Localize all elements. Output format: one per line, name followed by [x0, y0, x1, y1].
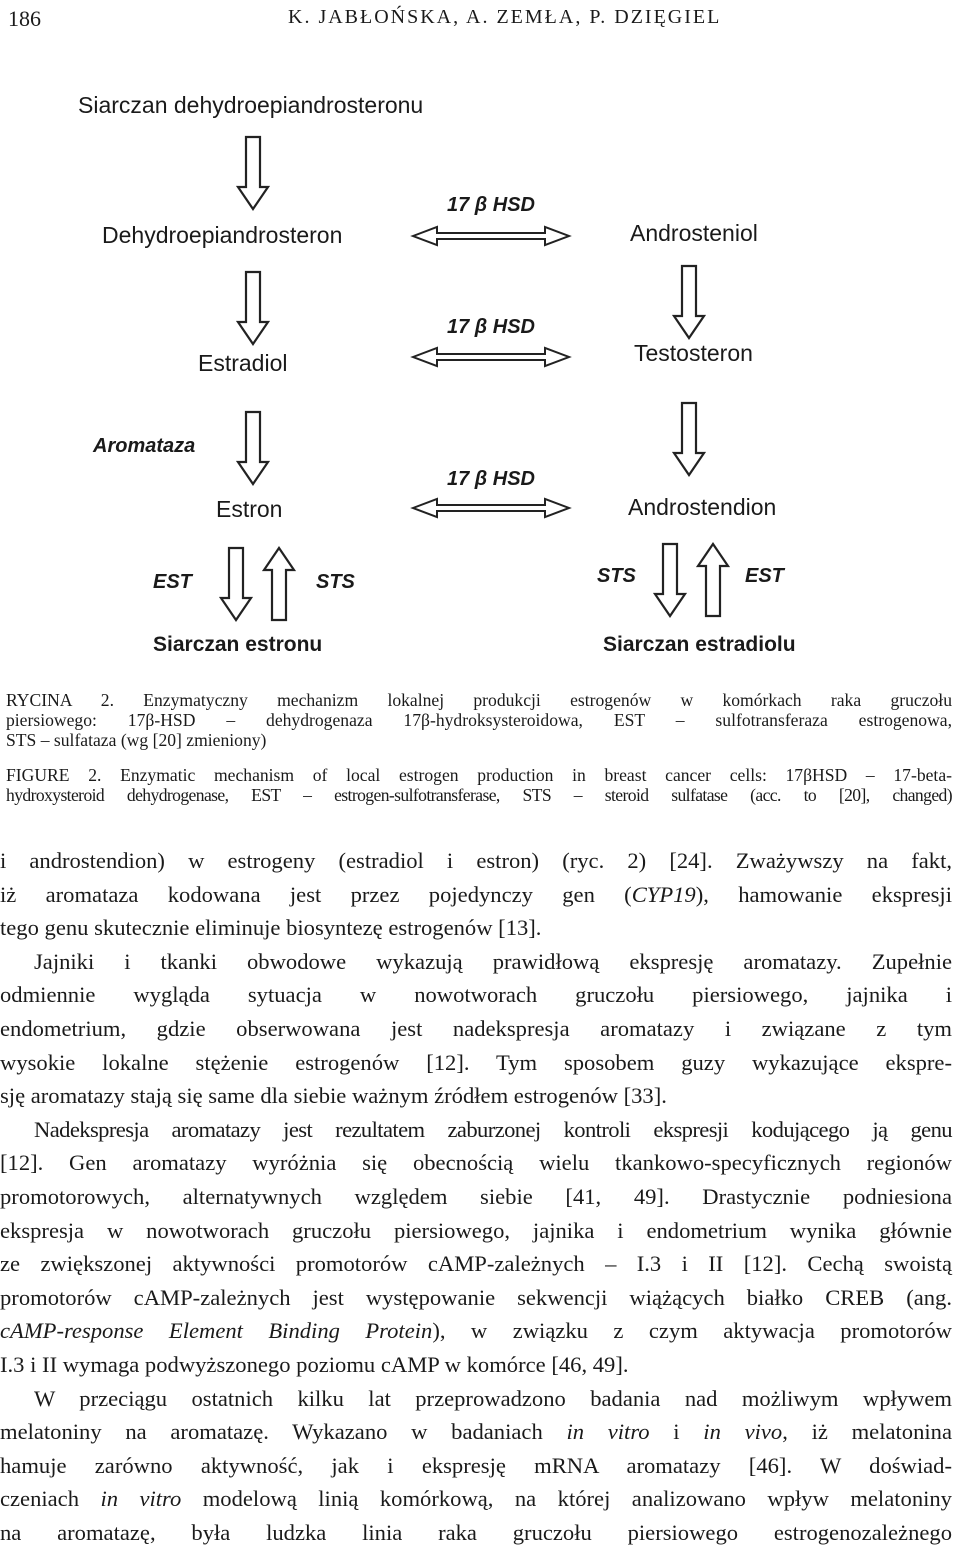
text-line — [0, 1482, 952, 1516]
enzyme-label-aromatase: Aromataza — [93, 435, 195, 458]
term-italic: in vitro — [100, 1486, 181, 1511]
node-androsteniol: Androsteniol — [630, 220, 758, 247]
text-line: W przeciągu ostatnich kilku lat przeprowadzono badania nad możliwym wpływem — [0, 1382, 952, 1416]
enzyme-label-est: EST — [153, 571, 192, 594]
text-line: wysokie lokalne stężenie estrogenów [12]. Tym sposobem guzy wykazujące ekspre- — [0, 1046, 952, 1080]
figure-caption-english — [6, 765, 952, 805]
text-run: ), hamowanie ekspresji — [696, 882, 952, 907]
caption-line: RYCINA 2. Enzymatyczny mechanizm lokalnej produkcji estrogenów w komórkach raka gruczołu — [6, 690, 952, 710]
arrow-down-icon — [674, 266, 704, 338]
enzyme-label-sts: STS — [597, 565, 636, 588]
caption-line: FIGURE 2. Enzymatic mechanism of local estrogen production in breast cancer cells: 17βHSD – 17-beta- — [6, 765, 952, 785]
double-arrow-icon — [413, 227, 569, 245]
arrow-up-icon — [698, 544, 728, 616]
node-testosteron: Testosteron — [634, 340, 753, 367]
node-estrone-sulfate: Siarczan estronu — [153, 633, 322, 657]
node-dhea-sulfate: Siarczan dehydroepiandrosteronu — [78, 92, 423, 119]
arrow-down-icon — [238, 272, 268, 344]
term-italic: in vivo — [703, 1419, 782, 1444]
text-run: , iż melatonina — [782, 1419, 952, 1444]
paragraph — [0, 844, 952, 945]
text-line: i androstendion) w estrogeny (estradiol i estron) (ryc. 2) [24]. Zważywszy na fakt, — [0, 844, 952, 878]
node-estradiol-sulfate: Siarczan estradiolu — [603, 633, 796, 657]
node-estron: Estron — [216, 496, 282, 523]
enzyme-label-17b-hsd: 17 β HSD — [447, 194, 535, 217]
text-line: promotorowych, alternatywnych względem siebie [41, 49]. Drastycznie podniesiona — [0, 1180, 952, 1214]
paragraph — [0, 945, 952, 1113]
text-line: [12]. Gen aromatazy wyróżnia się obecnością wielu tkankowo-specyficznych regionów — [0, 1146, 952, 1180]
text-line: sję aromatazy stają się same dla siebie ważnym źródłem estrogenów [33]. — [0, 1079, 952, 1113]
text-run: czeniach — [0, 1486, 100, 1511]
arrow-down-icon — [655, 544, 685, 616]
text-run: iż aromataza kodowana jest przez pojedynczy gen ( — [0, 882, 632, 907]
text-line: I.3 i II wymaga podwyższonego poziomu cAMP w komórce [46, 49]. — [0, 1348, 952, 1382]
arrow-down-icon — [238, 137, 268, 209]
caption-line: piersiowego: 17β-HSD – dehydrogenaza 17β-hydroksysteroidowa, EST – sulfotransferaza estrogenowa, — [6, 710, 952, 730]
text-run: melatoniny na aromatazę. Wykazano w badaniach — [0, 1419, 566, 1444]
node-androstendion: Androstendion — [628, 494, 776, 521]
term-italic: cAMP-response Element Binding Protein — [0, 1318, 432, 1343]
text-line: ekspresja w nowotworach gruczołu piersiowego, jajnika i endometrium wynika głównie — [0, 1214, 952, 1248]
running-head-authors: K. JABŁOŃSKA, A. ZEMŁA, P. DZIĘGIEL — [288, 6, 721, 29]
figure-caption-polish — [6, 690, 952, 750]
double-arrow-icon — [413, 499, 569, 517]
text-line: na aromatazę, była ludzka linia raka gruczołu piersiowego estrogenozależnego — [0, 1516, 952, 1549]
node-estradiol: Estradiol — [198, 350, 287, 377]
text-line: Nadekspresja aromatazy jest rezultatem zaburzonej kontroli ekspresji kodującego ją genu — [0, 1113, 952, 1147]
paragraph — [0, 1113, 952, 1382]
enzyme-label-sts: STS — [316, 571, 355, 594]
text-line: ze zwiększonej aktywności promotorów cAMP-zależnych – I.3 i II [12]. Cechą swoistą — [0, 1247, 952, 1281]
caption-line: hydroxysteroid dehydrogenase, EST – estrogen-sulfotransferase, STS – steroid sulfatase (acc. to [20], changed) — [6, 785, 952, 805]
text-run: i — [650, 1419, 704, 1444]
arrow-down-icon — [221, 548, 251, 620]
node-dhea: Dehydroepiandrosteron — [102, 222, 342, 249]
term-italic: in vitro — [566, 1419, 649, 1444]
text-line: hamuje zarówno aktywność, jak i ekspresję mRNA aromatazy [46]. W doświad- — [0, 1449, 952, 1483]
arrow-down-icon — [674, 403, 704, 475]
gene-name: CYP19 — [632, 882, 696, 907]
text-run: modelową linią komórkową, na której analizowano wpływ melatoniny — [181, 1486, 952, 1511]
text-line: tego genu skutecznie eliminuje biosyntezę estrogenów [13]. — [0, 911, 952, 945]
body-text — [0, 844, 952, 1549]
double-arrow-icon — [413, 348, 569, 366]
text-line: Jajniki i tkanki obwodowe wykazują prawidłową ekspresję aromatazy. Zupełnie — [0, 945, 952, 979]
text-line: endometrium, gdzie obserwowana jest nadekspresja aromatazy i związane z tym — [0, 1012, 952, 1046]
text-line: promotorów cAMP-zależnych jest występowanie sekwencji wiążących białko CREB (ang. — [0, 1281, 952, 1315]
caption-line: STS – sulfataza (wg [20] zmieniony) — [6, 730, 952, 750]
enzyme-label-17b-hsd: 17 β HSD — [447, 468, 535, 491]
text-line — [0, 878, 952, 912]
text-run: ), w związku z czym aktywacja promotorów — [432, 1318, 952, 1343]
enzyme-label-17b-hsd: 17 β HSD — [447, 316, 535, 339]
text-line — [0, 1314, 952, 1348]
text-line: odmiennie wygląda sytuacja w nowotworach gruczołu piersiowego, jajnika i — [0, 978, 952, 1012]
page-number: 186 — [8, 6, 41, 32]
text-line — [0, 1415, 952, 1449]
arrow-down-icon — [238, 412, 268, 484]
paragraph — [0, 1382, 952, 1549]
enzyme-label-est: EST — [745, 565, 784, 588]
arrow-up-icon — [264, 548, 294, 620]
